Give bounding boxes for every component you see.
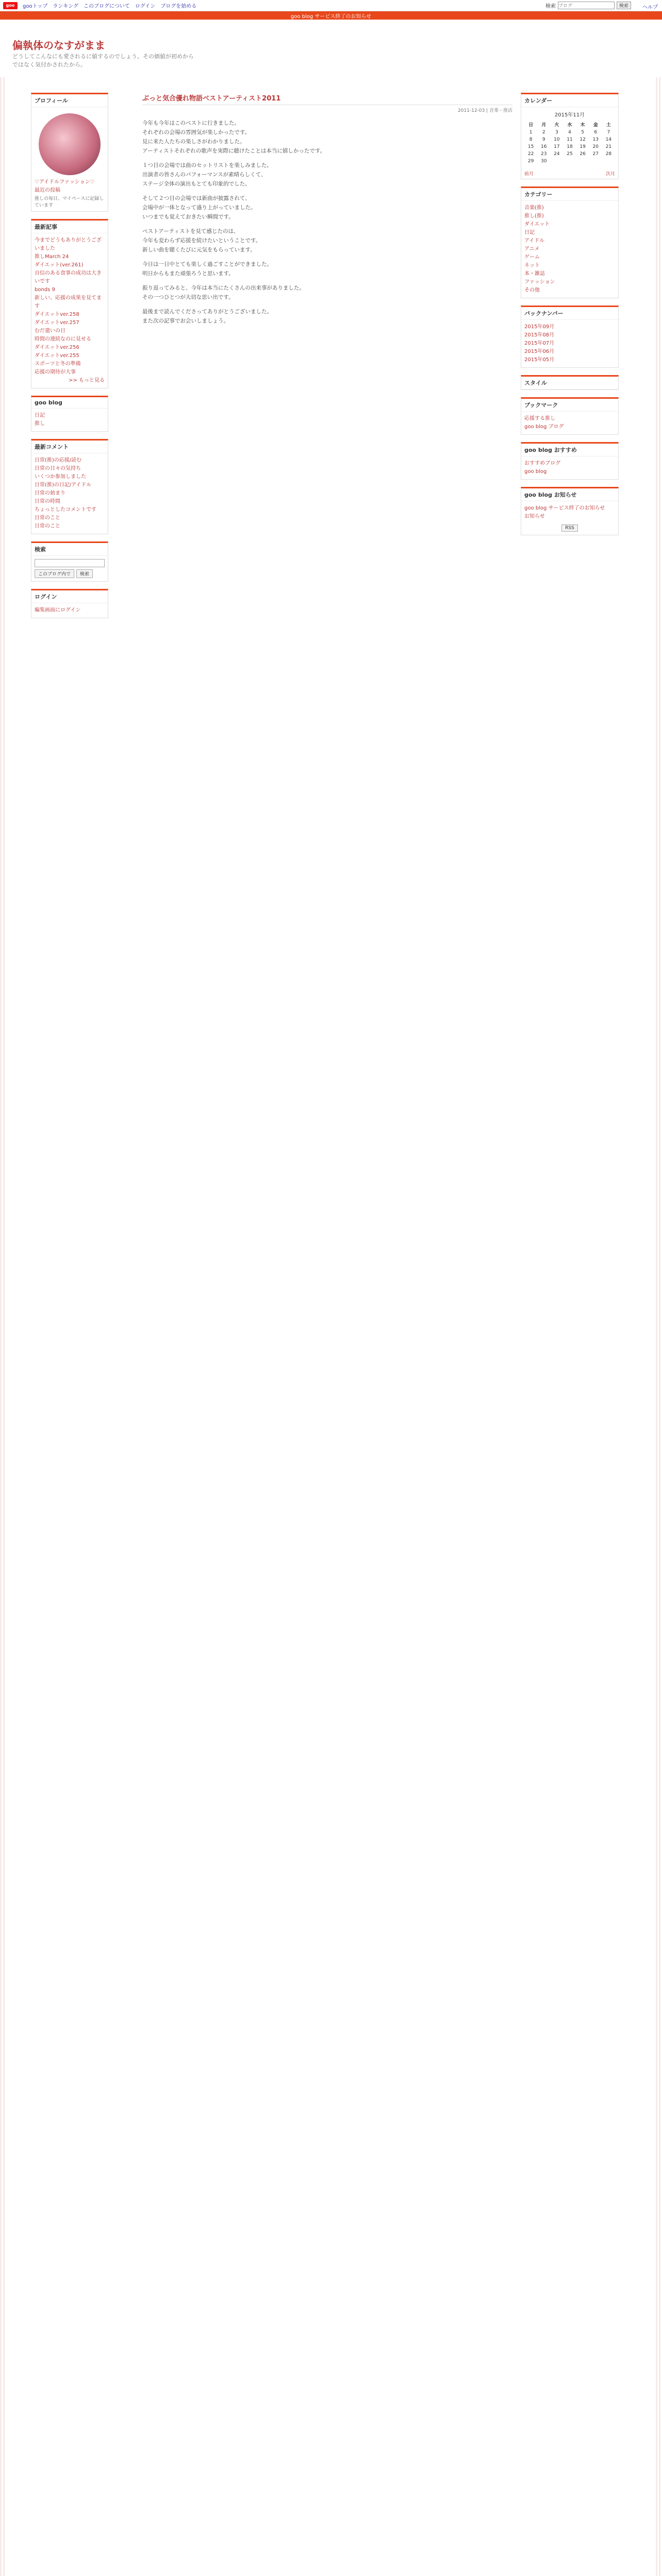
category-link[interactable]: 日記 (524, 230, 535, 235)
recommend-link[interactable]: おすすめブログ (524, 461, 561, 466)
post-paragraph: 最後まで読んでくださってありがとうございました。 また次の記事でお会いしましょう。 (142, 309, 272, 324)
search-button[interactable]: 検索 (617, 2, 631, 9)
recent-item[interactable]: 自信のある食事の成功は大きいです (35, 270, 102, 284)
post-paragraph: そして２つ目の会場では新曲が披露されて、 会場中が一体となって盛り上がっていました。 いつまでも覚えておきたい瞬間です。 (142, 195, 256, 220)
backnumber-link[interactable]: 2015年05月 (524, 357, 555, 363)
weekday-label: 日 (528, 123, 534, 128)
recent-item[interactable]: 新しい、応援の成果を見てます (35, 295, 102, 309)
calendar-day[interactable]: 9 (542, 137, 545, 142)
recent-item[interactable]: むだ遣いの日 (35, 328, 65, 334)
recent-item[interactable]: スポーツと冬の準備 (35, 361, 81, 367)
category-heading: goo blog (31, 397, 108, 409)
category-link[interactable]: 推し(推) (524, 213, 544, 219)
post-meta: 2011-12-03 | 音楽・推活 (457, 108, 512, 113)
calendar-day[interactable]: 27 (592, 151, 599, 157)
avatar[interactable] (39, 113, 101, 175)
post-title[interactable]: ぶっと気合優れ物語ベストアーティスト2011 (142, 93, 512, 105)
calendar-day[interactable]: 8 (529, 137, 533, 142)
calendar-day[interactable]: 12 (580, 137, 586, 142)
nav-link-login[interactable]: ログイン (135, 4, 156, 9)
profile-link-1[interactable]: ♡アイドルファッション♡ (35, 179, 95, 185)
recent-item[interactable]: ダイエットver.255 (35, 353, 79, 359)
calendar-day[interactable]: 4 (568, 130, 571, 135)
calendar-day[interactable]: 21 (605, 144, 612, 149)
calendar-day[interactable]: 25 (567, 151, 573, 157)
backnumber-link[interactable]: 2015年07月 (524, 341, 555, 346)
post-paragraph: １つ目の会場では曲のセットリストを楽しみました。 出演者の皆さんのパフォーマンスが素晴らしくて、 ステージ全体の演出もとても印象的でした。 (142, 162, 272, 187)
login-box (31, 589, 108, 618)
calendar-day[interactable]: 22 (527, 151, 534, 157)
calendar-box (521, 93, 619, 179)
calendar-day[interactable]: 10 (554, 137, 560, 142)
news-link[interactable]: goo blog サービス終了のお知らせ (524, 505, 605, 511)
recent-item[interactable]: 今までどうもありがとうございました (35, 238, 102, 251)
comment-item[interactable]: 日常の始まり (35, 490, 65, 496)
calendar-day[interactable]: 28 (605, 151, 612, 157)
calendar-day[interactable]: 2 (542, 130, 545, 135)
bookmark-link[interactable]: goo blog ブログ (524, 424, 564, 430)
bookmark-box (521, 397, 619, 435)
profile-link-2[interactable]: 最近の投稿 (35, 188, 60, 193)
left-sidebar (31, 93, 108, 625)
calendar-day[interactable]: 17 (554, 144, 560, 149)
search-label: 検索 (545, 4, 556, 9)
backnumber-link[interactable]: 2015年06月 (524, 349, 555, 354)
recent-item[interactable]: 応援の期待が大事 (35, 369, 76, 375)
calendar-day[interactable]: 16 (540, 144, 547, 149)
calendar-day[interactable]: 6 (594, 130, 598, 135)
category-link[interactable]: ネット (524, 263, 540, 268)
calendar-day[interactable] (550, 158, 563, 165)
top-nav-bar (0, 0, 662, 11)
calendar-heading: カレンダー (521, 94, 618, 107)
category-link[interactable]: 本・雑誌 (524, 271, 545, 277)
calendar-day[interactable] (576, 158, 589, 165)
comment-item[interactable]: ちょっとしたコメントです (35, 507, 96, 513)
right-category-heading: カテゴリー (521, 188, 618, 201)
recommend-box (521, 442, 619, 480)
post-article (142, 93, 512, 326)
calendar-day[interactable]: 18 (567, 144, 573, 149)
recommend-link[interactable]: goo blog (524, 469, 547, 474)
recent-item[interactable]: ダイエット(ver.261) (35, 262, 84, 268)
comment-item[interactable]: 日常のこと (35, 515, 60, 521)
calendar-day[interactable]: 15 (527, 144, 534, 149)
category-link[interactable]: 日記 (35, 413, 45, 418)
calendar-day[interactable] (563, 158, 576, 165)
service-notice-bar[interactable] (0, 11, 662, 20)
calendar-table (524, 120, 615, 165)
bookmark-link[interactable]: 応援する推し (524, 416, 555, 421)
weekday-label: 火 (554, 123, 559, 128)
search-scope-select[interactable]: このブログ内で (35, 569, 74, 578)
recent-heading: 最新記事 (31, 221, 108, 233)
comment-item[interactable]: 日常(推)の日記/アイドル (35, 482, 92, 488)
nav-link-top[interactable]: gooトップ (23, 4, 48, 9)
calendar-day[interactable]: 1 (529, 130, 533, 135)
style-box (521, 375, 619, 390)
category-link[interactable]: 音楽(推) (524, 205, 544, 211)
comment-item[interactable]: 日常(推)の応援/読む (35, 457, 82, 463)
calendar-day[interactable]: 26 (580, 151, 586, 157)
post-paragraph: 今年も今年はこのベストに行きました。 それぞれの会場の雰囲気が楽しかったです。 見に来た人たちの楽しさがわかりました。 アーティストそれぞれの歌声を実際に聴けたことは本当に嬉しかったです。 (142, 120, 326, 154)
login-heading: ログイン (31, 590, 108, 603)
recent-item[interactable]: ダイエットver.256 (35, 345, 79, 350)
recent-posts-box (31, 219, 108, 388)
backnumber-link[interactable]: 2015年09月 (524, 324, 555, 330)
calendar-day[interactable]: 13 (592, 137, 599, 142)
search-input[interactable] (558, 2, 615, 9)
post-paragraph: ベストアーティストを見て感じたのは、 今年も変わらず応援を続けたいということです。 新しい曲を聴くたびに元気をもらっています。 (142, 228, 261, 253)
right-category-box (521, 187, 619, 298)
backnumber-heading: バックナンバー (521, 307, 618, 320)
weekday-label: 水 (567, 123, 572, 128)
calendar-day[interactable]: 5 (581, 130, 584, 135)
search-box (31, 541, 108, 582)
calendar-day[interactable]: 11 (567, 137, 573, 142)
calendar-day[interactable]: 7 (607, 130, 610, 135)
calendar-day[interactable]: 29 (527, 159, 534, 164)
weekday-label: 木 (580, 123, 585, 128)
calendar-day[interactable]: 14 (605, 137, 612, 142)
post-paragraph: 振り返ってみると、今年は本当にたくさんの出来事がありました。 その一つひとつが大切な思い出です。 (142, 285, 305, 300)
left-stripe-decoration (0, 77, 6, 2576)
comment-item[interactable]: 日常の日々の気持ち (35, 466, 81, 471)
calendar-day[interactable] (589, 158, 602, 165)
calendar-prev-link[interactable]: 前月 (524, 172, 534, 177)
calendar-day[interactable] (602, 158, 615, 165)
category-link[interactable]: ダイエット (524, 222, 550, 227)
comment-item[interactable]: いくつか参加しました (35, 474, 86, 480)
comment-item[interactable]: 日常のこと (35, 523, 60, 529)
news-box (521, 487, 619, 535)
weekday-label: 月 (541, 123, 547, 128)
goo-logo[interactable]: goo (3, 2, 18, 9)
profile-heading: プロフィール (31, 94, 108, 107)
nav-link-start[interactable]: ブログを始める (160, 4, 197, 9)
backnumber-link[interactable]: 2015年08月 (524, 332, 555, 338)
news-heading: goo blog お知らせ (521, 488, 618, 501)
calendar-day[interactable]: 3 (555, 130, 558, 135)
recent-item[interactable]: 時間の連続なのに見せる (35, 336, 91, 342)
rss-button[interactable]: RSS (561, 524, 578, 532)
news-link[interactable]: お知らせ (524, 514, 545, 519)
category-link[interactable]: ファッション (524, 279, 555, 285)
recent-item[interactable]: ダイエットver.258 (35, 312, 79, 317)
comments-box (31, 439, 108, 534)
weekday-label: 土 (606, 123, 611, 128)
calendar-day[interactable]: 23 (540, 151, 547, 157)
bookmark-heading: ブックマーク (521, 399, 618, 412)
help-link[interactable]: ヘルプ (642, 5, 658, 10)
more-link[interactable]: >> もっと見る (69, 378, 105, 383)
category-link[interactable]: 推し (35, 421, 45, 427)
comments-heading: 最新コメント (31, 440, 108, 453)
profile-text: 推しの毎日、マイペースに記録しています (35, 196, 104, 208)
service-notice-text[interactable]: goo blog サービス終了のお知らせ (290, 13, 372, 20)
blog-description: どうしてこんなにも愛されるに値するのでしょう。その価値が初めからではなく気付かされたから。 (12, 53, 194, 68)
calendar-month: 2015年11月 (554, 112, 585, 118)
category-box (31, 396, 108, 432)
category-link[interactable]: その他 (524, 287, 540, 293)
calendar-day[interactable]: 19 (580, 144, 586, 149)
weekday-label: 金 (593, 123, 598, 128)
category-link[interactable]: アニメ (524, 246, 540, 252)
calendar-next-link[interactable]: 次月 (605, 172, 615, 177)
blog-title[interactable]: 偏執体のなすがまま (12, 39, 105, 52)
recent-item[interactable]: ダイエットver.257 (35, 320, 79, 326)
backnumber-box (521, 306, 619, 368)
comment-item[interactable]: 日常の時間 (35, 499, 60, 504)
top-search (545, 2, 631, 9)
right-sidebar (521, 93, 619, 543)
right-stripe-decoration (656, 77, 662, 2576)
calendar-day[interactable]: 20 (592, 144, 599, 149)
recent-item[interactable]: 推しMarch 24 (35, 254, 69, 260)
calendar-day[interactable]: 30 (540, 159, 547, 164)
login-link[interactable]: 編集画面にログイン (35, 607, 81, 613)
sidebar-search-button[interactable]: 検索 (76, 569, 93, 578)
recommend-heading: goo blog おすすめ (521, 444, 618, 456)
sidebar-search-input[interactable] (35, 559, 105, 567)
calendar-pager (521, 168, 618, 179)
blog-header (0, 20, 662, 81)
calendar-day[interactable]: 24 (554, 151, 560, 157)
category-link[interactable]: ゲーム (524, 255, 540, 260)
post-paragraph: 今日は一日中とても楽しく過ごすことができました。 明日からもまた頑張ろうと思います。 (142, 261, 272, 277)
profile-box (31, 93, 108, 212)
search-heading: 検索 (31, 543, 108, 556)
recent-item[interactable]: bonds 9 (35, 287, 55, 293)
nav-link-ranking[interactable]: ランキング (53, 4, 78, 9)
nav-link-about[interactable]: このブログについて (84, 4, 130, 9)
category-link[interactable]: アイドル (524, 238, 545, 244)
style-heading: スタイル (521, 377, 618, 389)
